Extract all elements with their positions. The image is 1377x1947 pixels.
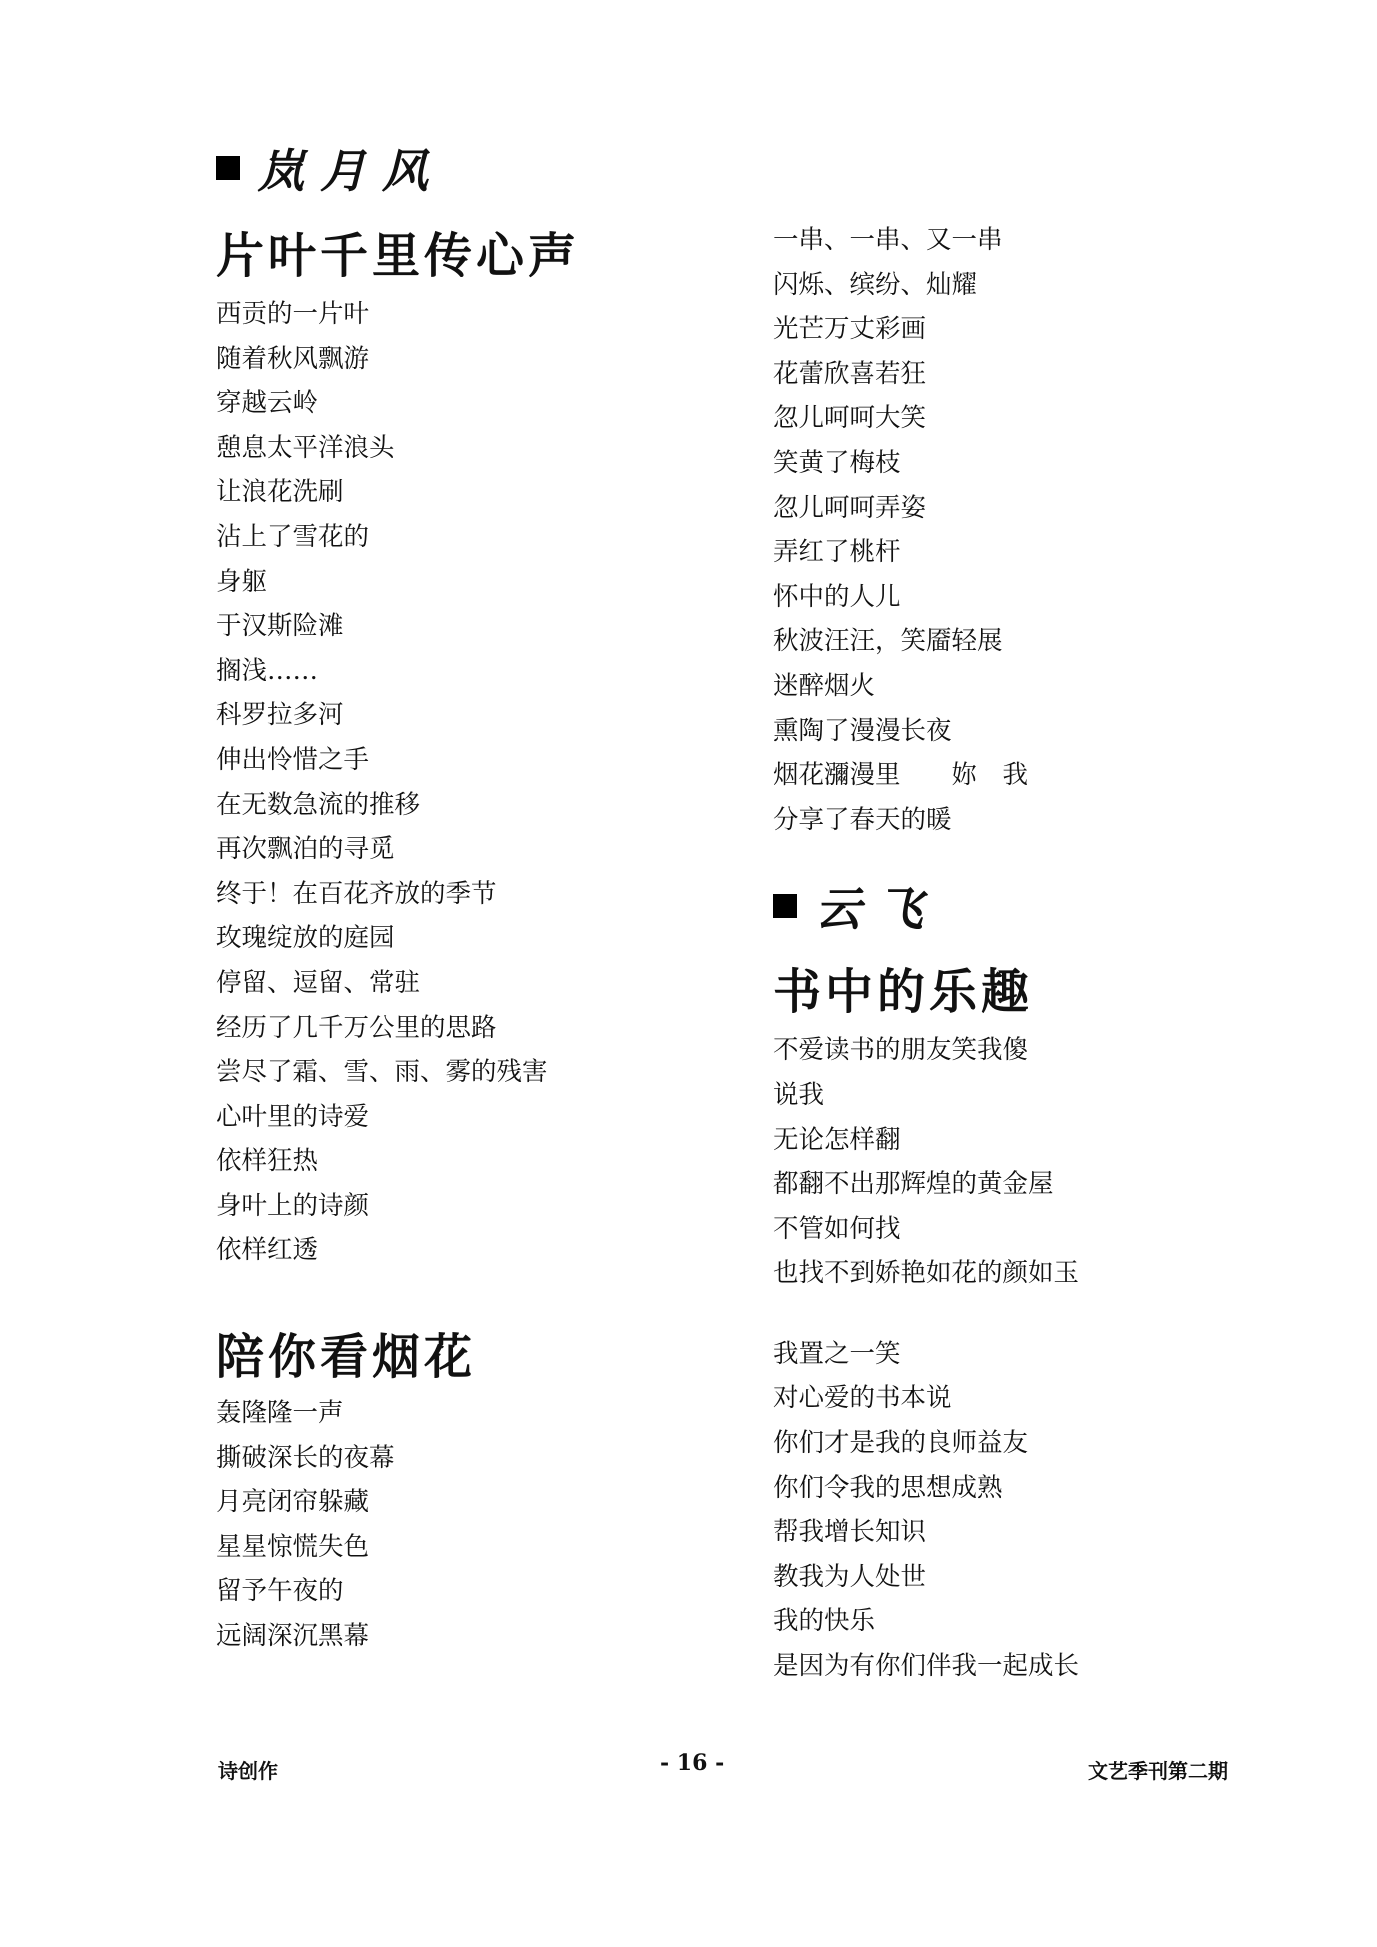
page-number: - 16 - xyxy=(660,1750,725,1776)
poem-line: 秋波汪汪，笑靥轻展 xyxy=(773,626,1003,657)
poem-line: 身躯 xyxy=(216,566,268,597)
poem-line: 依样红透 xyxy=(216,1235,319,1266)
poem-line: 说我 xyxy=(773,1079,825,1110)
poem-line: 分享了春天的暖 xyxy=(773,804,952,835)
poem-line: 远阔深沉黑幕 xyxy=(216,1621,370,1652)
poem-line: 月亮闭帘躲藏 xyxy=(216,1487,370,1518)
poem-line: 让浪花洗刷 xyxy=(216,477,344,508)
poem-line: 穿越云岭 xyxy=(216,388,319,419)
poem-title: 片叶千里传心声 xyxy=(216,228,581,284)
bullet-square-icon xyxy=(773,894,797,918)
poem-line: 也找不到娇艳如花的颜如玉 xyxy=(773,1258,1080,1289)
bullet-square-icon xyxy=(216,156,240,180)
poem-line: 熏陶了漫漫长夜 xyxy=(773,715,952,746)
poem-line: 憩息太平洋浪头 xyxy=(216,432,395,463)
footer-section-label: 诗创作 xyxy=(218,1759,278,1783)
right-column xyxy=(773,218,1333,1689)
poem-line: 随着秋风飘游 xyxy=(216,343,370,374)
poem-line: 身叶上的诗颜 xyxy=(216,1190,370,1221)
poem-line: 光芒万丈彩画 xyxy=(773,314,927,345)
author-heading xyxy=(773,876,1333,936)
poem-line: 笑黄了梅枝 xyxy=(773,447,901,478)
poem-line: 西贡的一片叶 xyxy=(216,299,370,329)
footer-issue-label: 文艺季刊第二期 xyxy=(1088,1759,1228,1783)
poem-line: 伸出怜惜之手 xyxy=(216,744,370,775)
poem-line: 依样狂热 xyxy=(216,1146,319,1177)
poem-line: 弄红了桃杆 xyxy=(773,537,901,568)
poem-line: 留予午夜的 xyxy=(216,1576,344,1607)
poem-body xyxy=(216,1391,736,1659)
poem-line: 不爱读书的朋友笑我傻 xyxy=(773,1035,1029,1066)
poem-line: 迷醉烟火 xyxy=(773,670,876,701)
poem-line: 花蕾欣喜若狂 xyxy=(773,358,927,389)
poem-line: 再次飘泊的寻觅 xyxy=(216,834,395,865)
poem-line: 对心爱的书本说 xyxy=(773,1383,952,1414)
poem-line: 忽儿呵呵弄姿 xyxy=(773,492,927,523)
poem-body xyxy=(773,218,1333,842)
author-name: 岚月风 xyxy=(258,144,444,198)
poem-stanza xyxy=(773,1028,1333,1296)
poem-line: 是因为有你们伴我一起成长 xyxy=(773,1651,1080,1682)
author-name: 云飞 xyxy=(815,882,939,937)
poem-line: 在无数急流的推移 xyxy=(216,789,421,820)
poem-line: 烟花瀰漫里 妳 我 xyxy=(773,760,1029,791)
poem-line: 不管如何找 xyxy=(773,1213,901,1244)
poem-line: 怀中的人儿 xyxy=(773,581,901,612)
poem-line: 搁浅…… xyxy=(216,655,319,686)
poem-stanza xyxy=(773,1332,1333,1689)
poem-line: 闪烁、缤纷、灿耀 xyxy=(773,269,978,300)
poem-line: 你们令我的思想成熟 xyxy=(773,1472,1003,1503)
left-column xyxy=(216,138,736,1659)
poem-title: 书中的乐趣 xyxy=(773,964,1034,1021)
poem-line: 一串、一串、又一串 xyxy=(773,225,1003,255)
poem-line: 帮我增长知识 xyxy=(773,1517,927,1548)
poem-line: 尝尽了霜、雪、雨、雾的残害 xyxy=(216,1057,548,1088)
poem-line: 我置之一笑 xyxy=(773,1338,901,1369)
poem-line: 科罗拉多河 xyxy=(216,700,344,731)
poem-line: 教我为人处世 xyxy=(773,1561,927,1592)
poem-line: 都翻不出那辉煌的黄金屋 xyxy=(773,1169,1054,1200)
author-heading xyxy=(216,138,736,198)
poem-line: 于汉斯险滩 xyxy=(216,611,344,642)
poem-line: 忽儿呵呵大笑 xyxy=(773,403,927,434)
poem-line: 星星惊慌失色 xyxy=(216,1531,370,1562)
poem-line: 心叶里的诗爱 xyxy=(216,1101,370,1132)
poem-line: 终于！在百花齐放的季节 xyxy=(216,878,497,909)
poem-body xyxy=(216,292,736,1273)
poem-line: 我的快乐 xyxy=(773,1606,876,1637)
poem-line: 轰隆隆一声 xyxy=(216,1398,344,1429)
poem-line: 经历了几千万公里的思路 xyxy=(216,1012,497,1043)
poem-line: 撕破深长的夜幕 xyxy=(216,1442,395,1473)
poem-line: 停留、逗留、常驻 xyxy=(216,967,421,998)
poem-line: 你们才是我的良师益友 xyxy=(773,1428,1029,1459)
poem-line: 玫瑰绽放的庭园 xyxy=(216,923,395,954)
poem-title: 陪你看烟花 xyxy=(216,1329,477,1386)
poem-line: 沾上了雪花的 xyxy=(216,521,370,552)
poem-line: 无论怎样翻 xyxy=(773,1124,901,1155)
